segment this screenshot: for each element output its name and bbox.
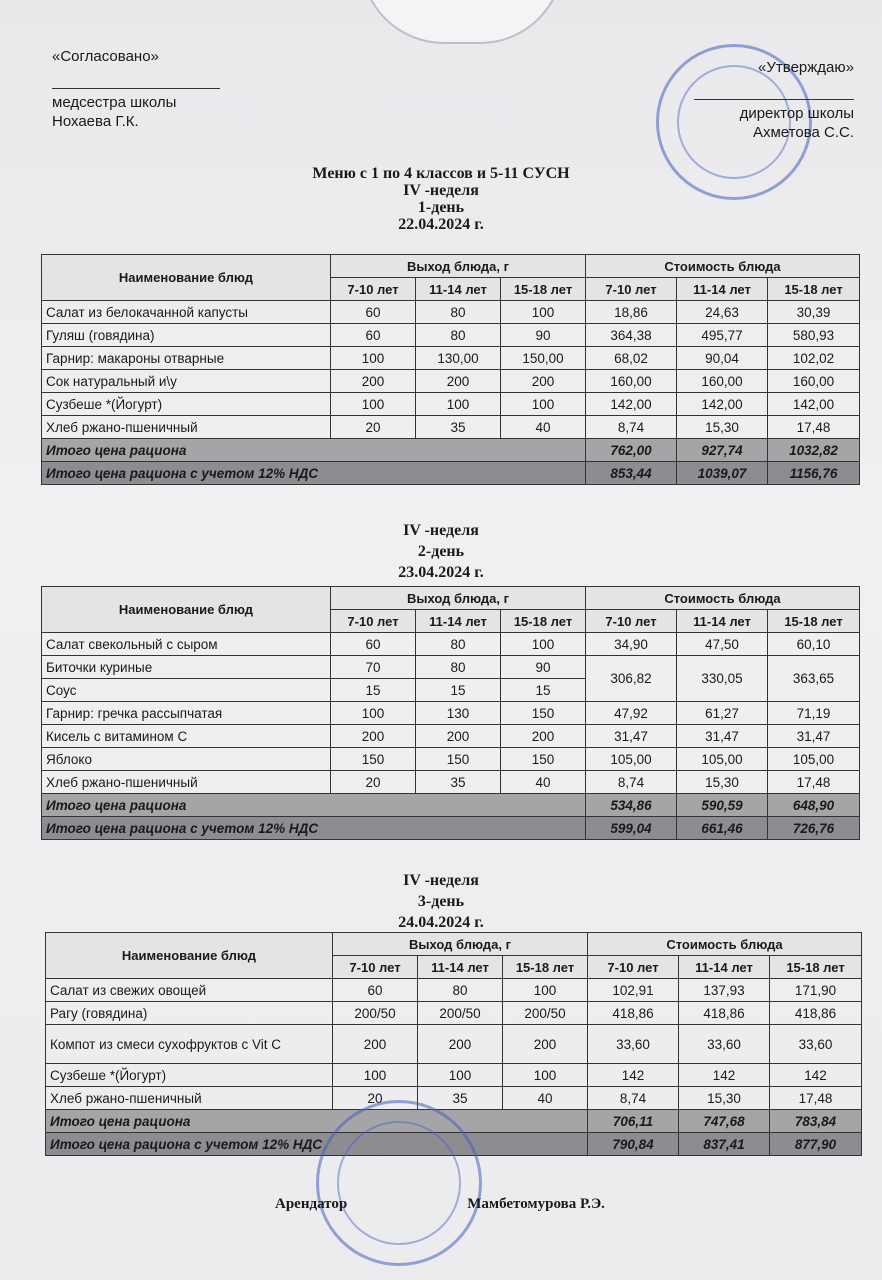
cell: 534,86 xyxy=(586,794,677,817)
cell: 20 xyxy=(331,416,416,439)
cell: 306,82 xyxy=(586,656,677,702)
day1-label: 1-день xyxy=(417,199,465,216)
cell: 40 xyxy=(501,771,586,794)
cell: 762,00 xyxy=(586,439,677,462)
table-row xyxy=(42,347,860,370)
cell: 40 xyxy=(501,416,586,439)
col-header-age: 15-18 лет xyxy=(501,610,586,633)
cell: 363,65 xyxy=(768,656,860,702)
signature-line-left xyxy=(52,68,220,89)
cell: 15,30 xyxy=(677,416,768,439)
cell: 80 xyxy=(416,324,501,347)
cell: 20 xyxy=(331,771,416,794)
cell: 60 xyxy=(331,633,416,656)
cell: 60 xyxy=(331,324,416,347)
cell: 80 xyxy=(416,633,501,656)
total-vat-label: Итого цена рациона с учетом 12% НДС xyxy=(46,1133,588,1156)
dish-name: Кисель с витамином С xyxy=(42,725,331,748)
cell: 137,93 xyxy=(679,979,770,1002)
col-header-dish: Наименование блюд xyxy=(42,587,331,633)
approval-left-title: «Согласовано» xyxy=(52,48,159,65)
dish-name: Сок натуральный и\у xyxy=(42,370,331,393)
cell: 418,86 xyxy=(588,1002,679,1025)
cell: 31,47 xyxy=(677,725,768,748)
table-row xyxy=(42,370,860,393)
cell: 100 xyxy=(331,702,416,725)
cell: 70 xyxy=(331,656,416,679)
dish-name: Хлеб ржано-пшеничный xyxy=(42,771,331,794)
cell: 200 xyxy=(418,1025,503,1064)
col-header-age: 15-18 лет xyxy=(770,956,862,979)
dish-name: Соус xyxy=(42,679,331,702)
cell: 364,38 xyxy=(586,324,677,347)
cell: 661,46 xyxy=(677,817,768,840)
day1-week: IV -неделя xyxy=(403,182,479,199)
day2-menu-table xyxy=(41,586,860,840)
col-header-yield: Выход блюда, г xyxy=(333,933,588,956)
col-header-age: 7-10 лет xyxy=(588,956,679,979)
approval-right-block xyxy=(694,58,854,142)
table-row xyxy=(42,301,860,324)
cell: 34,90 xyxy=(586,633,677,656)
col-header-cost: Стоимость блюда xyxy=(588,933,862,956)
cell: 60,10 xyxy=(768,633,860,656)
col-header-dish: Наименование блюд xyxy=(42,255,331,301)
cell: 47,50 xyxy=(677,633,768,656)
dish-name: Биточки куриные xyxy=(42,656,331,679)
cell: 599,04 xyxy=(586,817,677,840)
cell: 200 xyxy=(503,1025,588,1064)
cell: 580,93 xyxy=(768,324,860,347)
cell: 20 xyxy=(333,1087,418,1110)
dish-name: Салат из свежих овощей xyxy=(46,979,333,1002)
col-header-age: 15-18 лет xyxy=(768,278,860,301)
table-row xyxy=(42,771,860,794)
cell: 200 xyxy=(416,725,501,748)
cell: 142,00 xyxy=(677,393,768,416)
cell: 150 xyxy=(416,748,501,771)
dish-name: Гарнир: гречка рассыпчатая xyxy=(42,702,331,725)
cell: 150 xyxy=(331,748,416,771)
col-header-age: 11-14 лет xyxy=(677,610,768,633)
table-row xyxy=(46,1002,862,1025)
table-row xyxy=(42,633,860,656)
day3-date: 24.04.2024 г. xyxy=(398,914,484,931)
footer-signature xyxy=(275,1196,605,1213)
cell: 68,02 xyxy=(586,347,677,370)
cell: 100 xyxy=(503,979,588,1002)
cell: 142 xyxy=(588,1064,679,1087)
cell: 418,86 xyxy=(770,1002,862,1025)
dish-name: Сузбеше *(Йогурт) xyxy=(42,393,331,416)
table-row xyxy=(42,702,860,725)
cell: 90 xyxy=(501,656,586,679)
cell: 790,84 xyxy=(588,1133,679,1156)
cell: 142,00 xyxy=(768,393,860,416)
cell: 927,74 xyxy=(677,439,768,462)
cell: 60 xyxy=(333,979,418,1002)
col-header-age: 11-14 лет xyxy=(416,278,501,301)
col-header-age: 7-10 лет xyxy=(586,278,677,301)
cell: 15,30 xyxy=(677,771,768,794)
cell: 30,39 xyxy=(768,301,860,324)
total-vat-row xyxy=(42,462,860,485)
cell: 105,00 xyxy=(677,748,768,771)
cell: 160,00 xyxy=(586,370,677,393)
cell: 105,00 xyxy=(586,748,677,771)
cell: 61,27 xyxy=(677,702,768,725)
cell: 71,19 xyxy=(768,702,860,725)
col-header-age: 11-14 лет xyxy=(418,956,503,979)
cell: 15 xyxy=(331,679,416,702)
cell: 100 xyxy=(416,393,501,416)
total-row xyxy=(42,794,860,817)
table-row xyxy=(42,656,860,679)
total-vat-row xyxy=(42,817,860,840)
footer-person: Мамбетомурова Р.Э. xyxy=(467,1196,605,1212)
dish-name: Хлеб ржано-пшеничный xyxy=(46,1087,333,1110)
col-header-cost: Стоимость блюда xyxy=(586,587,860,610)
cell: 150,00 xyxy=(501,347,586,370)
cell: 142 xyxy=(770,1064,862,1087)
cell: 726,76 xyxy=(768,817,860,840)
table-row xyxy=(46,979,862,1002)
cell: 648,90 xyxy=(768,794,860,817)
cell: 877,90 xyxy=(770,1133,862,1156)
table-row xyxy=(46,1064,862,1087)
cell: 200 xyxy=(331,370,416,393)
cell: 142 xyxy=(679,1064,770,1087)
cell: 100 xyxy=(331,347,416,370)
dish-name: Рагу (говядина) xyxy=(46,1002,333,1025)
dish-name: Салат из белокачанной капусты xyxy=(42,301,331,324)
cell: 200/50 xyxy=(333,1002,418,1025)
cell: 130 xyxy=(416,702,501,725)
approval-right-role: директор школы xyxy=(739,105,854,122)
approval-right-title: «Утверждаю» xyxy=(758,59,854,76)
cell: 100 xyxy=(501,301,586,324)
total-label: Итого цена рациона xyxy=(46,1110,588,1133)
cell: 15 xyxy=(501,679,586,702)
cell: 15 xyxy=(416,679,501,702)
cell: 17,48 xyxy=(768,771,860,794)
signature-line-right xyxy=(694,79,854,100)
cell: 200 xyxy=(333,1025,418,1064)
dish-name: Гарнир: макароны отварные xyxy=(42,347,331,370)
cell: 60 xyxy=(331,301,416,324)
dish-name: Сузбеше *(Йогурт) xyxy=(46,1064,333,1087)
cell: 200 xyxy=(416,370,501,393)
cell: 495,77 xyxy=(677,324,768,347)
cell: 1032,82 xyxy=(768,439,860,462)
day1-date: 22.04.2024 г. xyxy=(398,216,484,233)
cell: 33,60 xyxy=(588,1025,679,1064)
col-header-age: 7-10 лет xyxy=(586,610,677,633)
col-header-age: 11-14 лет xyxy=(679,956,770,979)
cell: 100 xyxy=(503,1064,588,1087)
cell: 418,86 xyxy=(679,1002,770,1025)
table-row xyxy=(46,1087,862,1110)
cell: 15,30 xyxy=(679,1087,770,1110)
table-row xyxy=(42,748,860,771)
cell: 80 xyxy=(418,979,503,1002)
cell: 1156,76 xyxy=(768,462,860,485)
cell: 160,00 xyxy=(677,370,768,393)
col-header-age: 15-18 лет xyxy=(501,278,586,301)
cell: 200 xyxy=(331,725,416,748)
approval-left-person: Нохаева Г.К. xyxy=(52,113,139,130)
cell: 8,74 xyxy=(586,416,677,439)
day3-week: IV -неделя xyxy=(403,872,479,889)
day1-menu-table xyxy=(41,254,860,485)
cell: 35 xyxy=(416,771,501,794)
cell: 100 xyxy=(331,393,416,416)
cell: 33,60 xyxy=(770,1025,862,1064)
cell: 130,00 xyxy=(416,347,501,370)
cell: 160,00 xyxy=(768,370,860,393)
cell: 706,11 xyxy=(588,1110,679,1133)
col-header-age: 15-18 лет xyxy=(503,956,588,979)
dish-name: Компот из смеси сухофруктов с Vit С xyxy=(46,1025,333,1064)
cell: 80 xyxy=(416,301,501,324)
footer-role: Арендатор xyxy=(275,1196,348,1212)
cell: 35 xyxy=(416,416,501,439)
cell: 47,92 xyxy=(586,702,677,725)
cell: 31,47 xyxy=(586,725,677,748)
col-header-age: 15-18 лет xyxy=(768,610,860,633)
approval-right-person: Ахметова С.С. xyxy=(752,124,854,141)
cell: 150 xyxy=(501,702,586,725)
cell: 200 xyxy=(501,370,586,393)
total-label: Итого цена рациона xyxy=(42,439,586,462)
col-header-age: 7-10 лет xyxy=(331,278,416,301)
col-header-age: 7-10 лет xyxy=(331,610,416,633)
approval-left-block xyxy=(52,47,220,131)
cell: 80 xyxy=(416,656,501,679)
menu-title: Меню с 1 по 4 классов и 5-11 СУСН xyxy=(312,165,570,182)
col-header-age: 11-14 лет xyxy=(416,610,501,633)
cell: 105,00 xyxy=(768,748,860,771)
col-header-yield: Выход блюда, г xyxy=(331,587,586,610)
cell: 17,48 xyxy=(768,416,860,439)
total-row xyxy=(42,439,860,462)
cell: 171,90 xyxy=(770,979,862,1002)
day2-label: 2-день xyxy=(417,543,465,560)
dish-name: Гуляш (говядина) xyxy=(42,324,331,347)
cell: 102,02 xyxy=(768,347,860,370)
total-label: Итого цена рациона xyxy=(42,794,586,817)
cell: 747,68 xyxy=(679,1110,770,1133)
cell: 8,74 xyxy=(588,1087,679,1110)
col-header-cost: Стоимость блюда xyxy=(586,255,860,278)
cell: 783,84 xyxy=(770,1110,862,1133)
cell: 853,44 xyxy=(586,462,677,485)
dish-name: Салат свекольный с сыром xyxy=(42,633,331,656)
col-header-dish: Наименование блюд xyxy=(46,933,333,979)
cell: 100 xyxy=(501,393,586,416)
cell: 35 xyxy=(418,1087,503,1110)
cell: 24,63 xyxy=(677,301,768,324)
cell: 1039,07 xyxy=(677,462,768,485)
cell: 150 xyxy=(501,748,586,771)
cell: 200/50 xyxy=(418,1002,503,1025)
cell: 200 xyxy=(501,725,586,748)
cell: 200/50 xyxy=(503,1002,588,1025)
day2-date: 23.04.2024 г. xyxy=(398,564,484,581)
cell: 102,91 xyxy=(588,979,679,1002)
cell: 100 xyxy=(501,633,586,656)
approval-left-role: медсестра школы xyxy=(52,94,177,111)
cell: 18,86 xyxy=(586,301,677,324)
col-header-age: 7-10 лет xyxy=(333,956,418,979)
dish-name: Яблоко xyxy=(42,748,331,771)
table-row xyxy=(42,725,860,748)
dish-name: Хлеб ржано-пшеничный xyxy=(42,416,331,439)
cell: 17,48 xyxy=(770,1087,862,1110)
day2-week: IV -неделя xyxy=(403,522,479,539)
cell: 33,60 xyxy=(679,1025,770,1064)
cell: 142,00 xyxy=(586,393,677,416)
cell: 90,04 xyxy=(677,347,768,370)
table-row xyxy=(46,1025,862,1064)
cell: 90 xyxy=(501,324,586,347)
cell: 590,59 xyxy=(677,794,768,817)
col-header-age: 11-14 лет xyxy=(677,278,768,301)
table-row xyxy=(42,324,860,347)
total-vat-label: Итого цена рациона с учетом 12% НДС xyxy=(42,462,586,485)
cell: 330,05 xyxy=(677,656,768,702)
round-stamp-bottom xyxy=(316,1100,482,1266)
cell: 100 xyxy=(418,1064,503,1087)
cell: 40 xyxy=(503,1087,588,1110)
table-row xyxy=(42,416,860,439)
total-vat-label: Итого цена рациона с учетом 12% НДС xyxy=(42,817,586,840)
table-row xyxy=(42,393,860,416)
col-header-yield: Выход блюда, г xyxy=(331,255,586,278)
cell: 8,74 xyxy=(586,771,677,794)
cell: 837,41 xyxy=(679,1133,770,1156)
cell: 100 xyxy=(333,1064,418,1087)
day3-label: 3-день xyxy=(417,893,465,910)
cell: 31,47 xyxy=(768,725,860,748)
clipboard-clip xyxy=(360,0,564,44)
